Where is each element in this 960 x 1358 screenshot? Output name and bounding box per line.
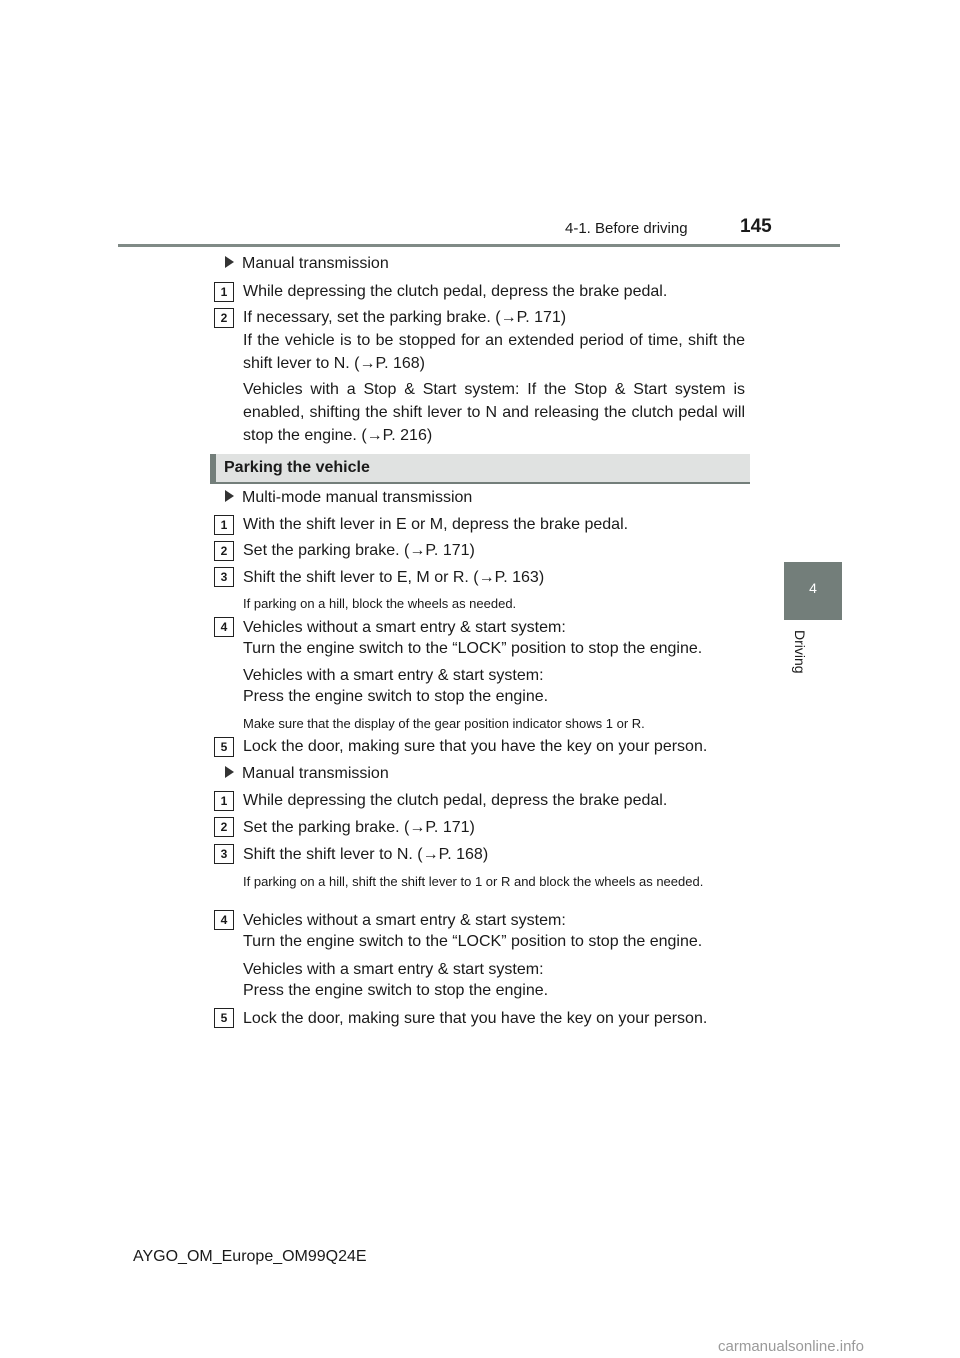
section-heading-bar: [210, 454, 750, 484]
chapter-tab[interactable]: [784, 562, 842, 620]
step-text: Turn the engine switch to the “LOCK” position to stop the engine.: [243, 640, 703, 657]
step-text: Shift the shift lever to E, M or R. (→P. 163): [243, 569, 545, 586]
bullet-manual-transmission: Manual transmission: [225, 766, 389, 782]
step-paragraph: If the vehicle is to be stopped for an extended period of time, shift the shift lever to N. (→P. 168): [243, 332, 745, 372]
step-text: Vehicles without a smart entry & start system:: [243, 619, 566, 636]
step-text: Lock the door, making sure that you have the key on your person.: [243, 738, 708, 755]
step-paragraph: Vehicles with a Stop & Start system: If the Stop & Start system is enabled, shifting the shift lever to N and releasing the clutch pedal will stop the engine. (→P. 216): [243, 381, 745, 444]
step-number-icon: 1: [214, 282, 234, 302]
step-number-icon: 2: [214, 308, 234, 328]
step-number-icon: 5: [214, 737, 234, 757]
step-number-icon: 2: [214, 817, 234, 837]
step-text: Set the parking brake. (→P. 171): [243, 542, 475, 559]
step-number-icon: 4: [214, 910, 234, 930]
step-text: While depressing the clutch pedal, depress the brake pedal.: [243, 283, 668, 300]
step-number-icon: 1: [214, 515, 234, 535]
step-text: Vehicles with a smart entry & start system:: [243, 667, 544, 684]
step-text: With the shift lever in E or M, depress the brake pedal.: [243, 516, 629, 533]
step-text: Vehicles with a smart entry & start system:: [243, 961, 544, 978]
step-number-icon: 5: [214, 1008, 234, 1028]
triangle-bullet-icon: [225, 256, 234, 268]
step-text: Lock the door, making sure that you have the key on your person.: [243, 1010, 708, 1027]
step-text: Shift the shift lever to N. (→P. 168): [243, 846, 489, 863]
bullet-mmt: Multi-mode manual transmission: [225, 490, 472, 506]
step-text: Press the engine switch to stop the engine.: [243, 982, 549, 999]
step-note: If parking on a hill, shift the shift lever to 1 or R and block the wheels as needed.: [243, 874, 704, 889]
step-text: If necessary, set the parking brake. (→P. 171): [243, 309, 567, 326]
step-number-icon: 2: [214, 541, 234, 561]
step-note: Make sure that the display of the gear position indicator shows 1 or R.: [243, 716, 645, 731]
triangle-bullet-icon: [225, 490, 234, 502]
step-text: Vehicles without a smart entry & start system:: [243, 912, 566, 929]
step-number-icon: 4: [214, 617, 234, 637]
page-header: [0, 0, 960, 250]
step-text: Set the parking brake. (→P. 171): [243, 819, 475, 836]
header-divider: [118, 244, 840, 247]
page-number: 145: [740, 216, 772, 237]
step-text: Press the engine switch to stop the engine.: [243, 688, 549, 705]
header-section-title: 4-1. Before driving: [565, 220, 688, 237]
step-text: Turn the engine switch to the “LOCK” position to stop the engine.: [243, 933, 703, 950]
step-text: While depressing the clutch pedal, depress the brake pedal.: [243, 792, 668, 809]
document-id: AYGO_OM_Europe_OM99Q24E: [133, 1248, 367, 1265]
step-number-icon: 1: [214, 791, 234, 811]
triangle-bullet-icon: [225, 766, 234, 778]
step-number-icon: 3: [214, 844, 234, 864]
step-number-icon: 3: [214, 567, 234, 587]
step-note: If parking on a hill, block the wheels as needed.: [243, 596, 517, 611]
bullet-manual-transmission: Manual transmission: [225, 256, 389, 272]
chapter-label: Driving: [792, 630, 808, 674]
watermark: carmanualsonline.info: [718, 1338, 864, 1355]
section-title: Parking the vehicle: [224, 459, 370, 476]
section-accent: [210, 454, 216, 482]
chapter-number: 4: [809, 580, 817, 596]
